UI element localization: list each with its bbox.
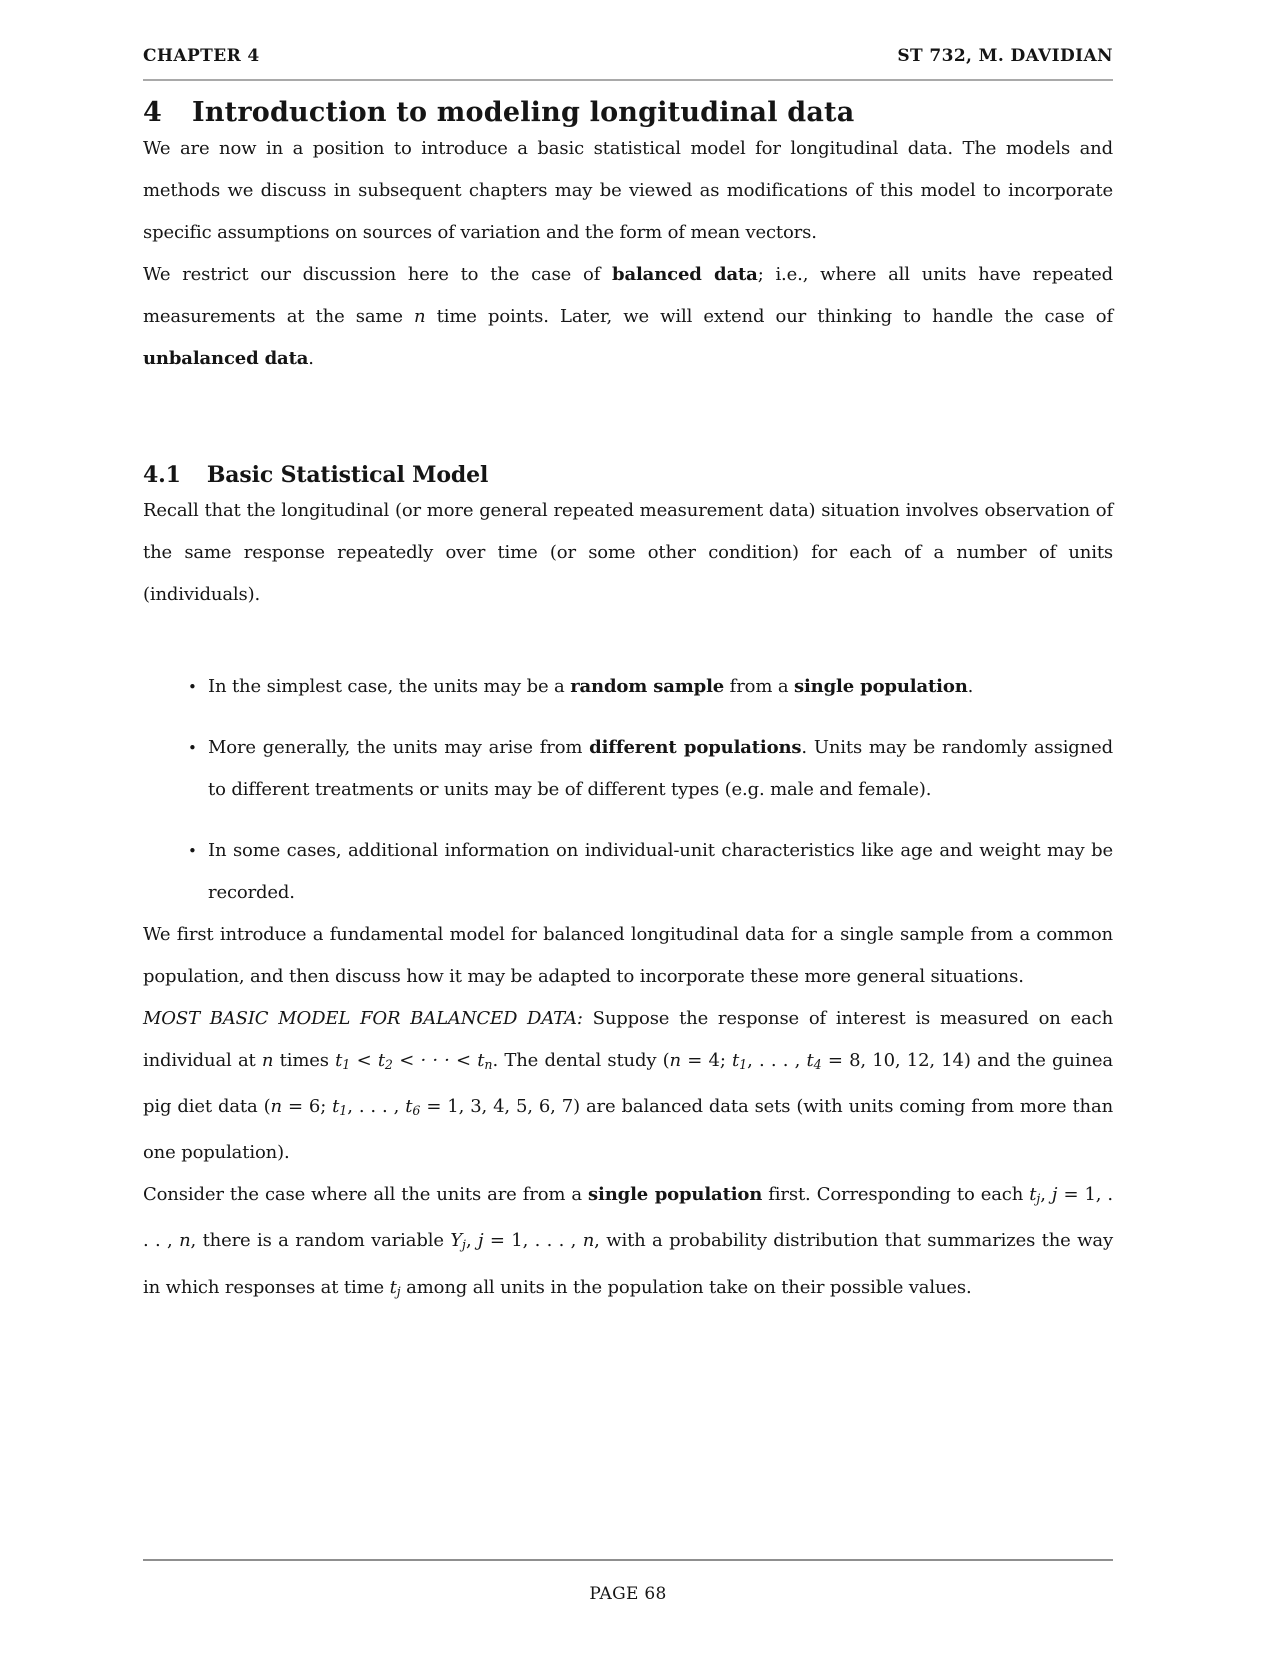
- text-segment: t: [477, 1050, 485, 1071]
- bullet-list: [143, 666, 1113, 914]
- bullet-text: [208, 840, 1113, 903]
- page-header: [143, 0, 1113, 66]
- text-segment: t: [332, 1096, 340, 1118]
- text-segment: j: [396, 1283, 401, 1299]
- text-segment: , there is a random variable: [190, 1230, 451, 1252]
- bullet-icon: •: [188, 678, 197, 696]
- text-segment: n: [179, 1230, 191, 1252]
- bullet-item-additional-information: [143, 830, 1113, 914]
- bullet-icon: •: [188, 842, 197, 860]
- text-segment: single population: [793, 676, 968, 697]
- paragraph-fundamental-model: [143, 914, 1113, 998]
- text-segment: from a: [724, 676, 794, 697]
- text-segment: , . . . ,: [347, 1096, 406, 1118]
- text-segment: unbalanced data: [143, 348, 309, 369]
- text-segment: t: [389, 1276, 397, 1298]
- text-segment: 1: [739, 1057, 748, 1073]
- chapter-title-text: Introduction to modeling longitudinal data: [192, 97, 855, 128]
- text-segment: .: [967, 676, 974, 697]
- text-segment: = 4;: [681, 1050, 733, 1071]
- text-segment: = 1, 3, 4, 5, 6, 7) are balanced data sets (with units coming from more than one population).: [143, 1096, 1114, 1164]
- text-segment: single population: [588, 1184, 763, 1206]
- chapter-number: 4: [143, 97, 162, 128]
- text-segment: n: [270, 1096, 282, 1118]
- text-segment: n: [414, 306, 426, 327]
- text-segment: More generally, the units may arise from: [208, 737, 590, 758]
- text-segment: < · · · <: [392, 1050, 478, 1071]
- text-segment: In some cases, additional information on individual-unit characteristics like age and weight may be recorded.: [208, 840, 1113, 903]
- paragraph-intro: [143, 128, 1113, 254]
- bullet-icon: •: [188, 739, 197, 757]
- section-title-text: Basic Statistical Model: [206, 462, 489, 488]
- paragraph-balanced-data: [143, 254, 1113, 380]
- text-segment: t: [335, 1050, 343, 1071]
- text-segment: ,: [1040, 1184, 1052, 1206]
- text-segment: 1: [339, 1103, 348, 1119]
- text-segment: t: [732, 1050, 740, 1071]
- text-segment: Consider the case where all the units are from a: [143, 1184, 589, 1206]
- text-segment: n: [582, 1230, 595, 1252]
- text-segment: n: [484, 1057, 493, 1073]
- text-segment: t: [806, 1050, 814, 1071]
- paragraph-recall: [143, 490, 1113, 616]
- text-segment: = 6;: [281, 1096, 333, 1118]
- text-segment: different populations: [589, 737, 802, 758]
- text-segment: 1: [342, 1057, 351, 1073]
- text-segment: In the simplest case, the units may be a: [208, 676, 571, 697]
- text-segment: j: [477, 1230, 484, 1252]
- chapter-title: [143, 97, 1113, 128]
- text-segment: 6: [412, 1103, 421, 1119]
- bullet-text: [208, 737, 1113, 800]
- text-segment: Recall that the longitudinal (or more general repeated measurement data) situation involves observation of the same response repeatedly over time (or some other condition) for each of a number of units (individuals).: [143, 500, 1113, 605]
- text-segment: time points. Later, we will extend our thinking to handle the case of: [425, 306, 1114, 327]
- text-segment: j: [462, 1237, 466, 1253]
- text-segment: , with a probability distribution that summarizes the way in which responses at time: [143, 1230, 1113, 1298]
- text-segment: balanced data: [612, 264, 758, 285]
- text-segment: = 8, 10, 12, 14) and the guinea pig diet data (: [143, 1050, 1113, 1118]
- text-segment: 2: [384, 1057, 393, 1073]
- header-chapter-label: CHAPTER 4: [143, 46, 260, 66]
- text-segment: = 1, . . . ,: [483, 1230, 583, 1252]
- section-heading: [143, 460, 1113, 490]
- text-segment: t: [405, 1096, 413, 1118]
- footer-rule: [143, 1559, 1113, 1561]
- text-segment: . Units may be randomly assigned to different treatments or units may be of different types (e.g. male and female).: [208, 737, 1113, 800]
- text-segment: t: [377, 1050, 385, 1071]
- body-text: [143, 128, 1113, 1313]
- section-number: 4.1: [143, 462, 181, 488]
- bullet-item-random-sample: [143, 666, 1113, 708]
- header-rule: [143, 79, 1113, 81]
- text-segment: Y: [450, 1230, 463, 1252]
- text-segment: = 1, . . . ,: [143, 1184, 1113, 1252]
- text-segment: among all units in the population take on their possible values.: [400, 1276, 972, 1298]
- text-segment: 4: [813, 1057, 822, 1073]
- text-segment: We restrict our discussion here to the case of: [143, 264, 613, 285]
- text-segment: j: [1036, 1191, 1041, 1207]
- text-segment: ,: [465, 1230, 478, 1252]
- text-segment: times: [273, 1050, 336, 1071]
- text-segment: We first introduce a fundamental model for balanced longitudinal data for a single sample from a common population, and then discuss how it may be adapted to incorporate these more general situations.: [143, 924, 1113, 987]
- paragraph-most-basic-model: [143, 998, 1113, 1174]
- text-segment: MOST BASIC MODEL FOR BALANCED DATA:: [143, 1008, 583, 1029]
- text-segment: , . . . ,: [747, 1050, 807, 1071]
- text-segment: Suppose the response of interest is measured on each individual at: [143, 1008, 1114, 1071]
- bullet-text: [208, 676, 973, 697]
- text-segment: random sample: [570, 676, 725, 697]
- text-segment: ; i.e., where all units have repeated measurements at the same: [143, 264, 1113, 327]
- text-segment: n: [669, 1050, 681, 1071]
- text-segment: .: [308, 348, 314, 369]
- text-segment: t: [1029, 1184, 1037, 1206]
- page-number: PAGE 68: [589, 1584, 667, 1604]
- text-segment: We are now in a position to introduce a basic statistical model for longitudinal data. The models and methods we discuss in subsequent chapters may be viewed as modifications of this model to incorporate specific assumptions on sources of variation and the form of mean vectors.: [143, 138, 1113, 243]
- header-course-label: ST 732, M. DAVIDIAN: [897, 46, 1113, 66]
- page-content: [143, 0, 1113, 1313]
- text-segment: <: [350, 1050, 378, 1071]
- text-segment: j: [1051, 1184, 1058, 1206]
- paragraph-single-population: [143, 1174, 1113, 1312]
- text-segment: . The dental study (: [492, 1050, 670, 1071]
- text-segment: first. Corresponding to each: [762, 1184, 1030, 1206]
- text-segment: n: [261, 1050, 274, 1071]
- bullet-item-different-populations: [143, 727, 1113, 811]
